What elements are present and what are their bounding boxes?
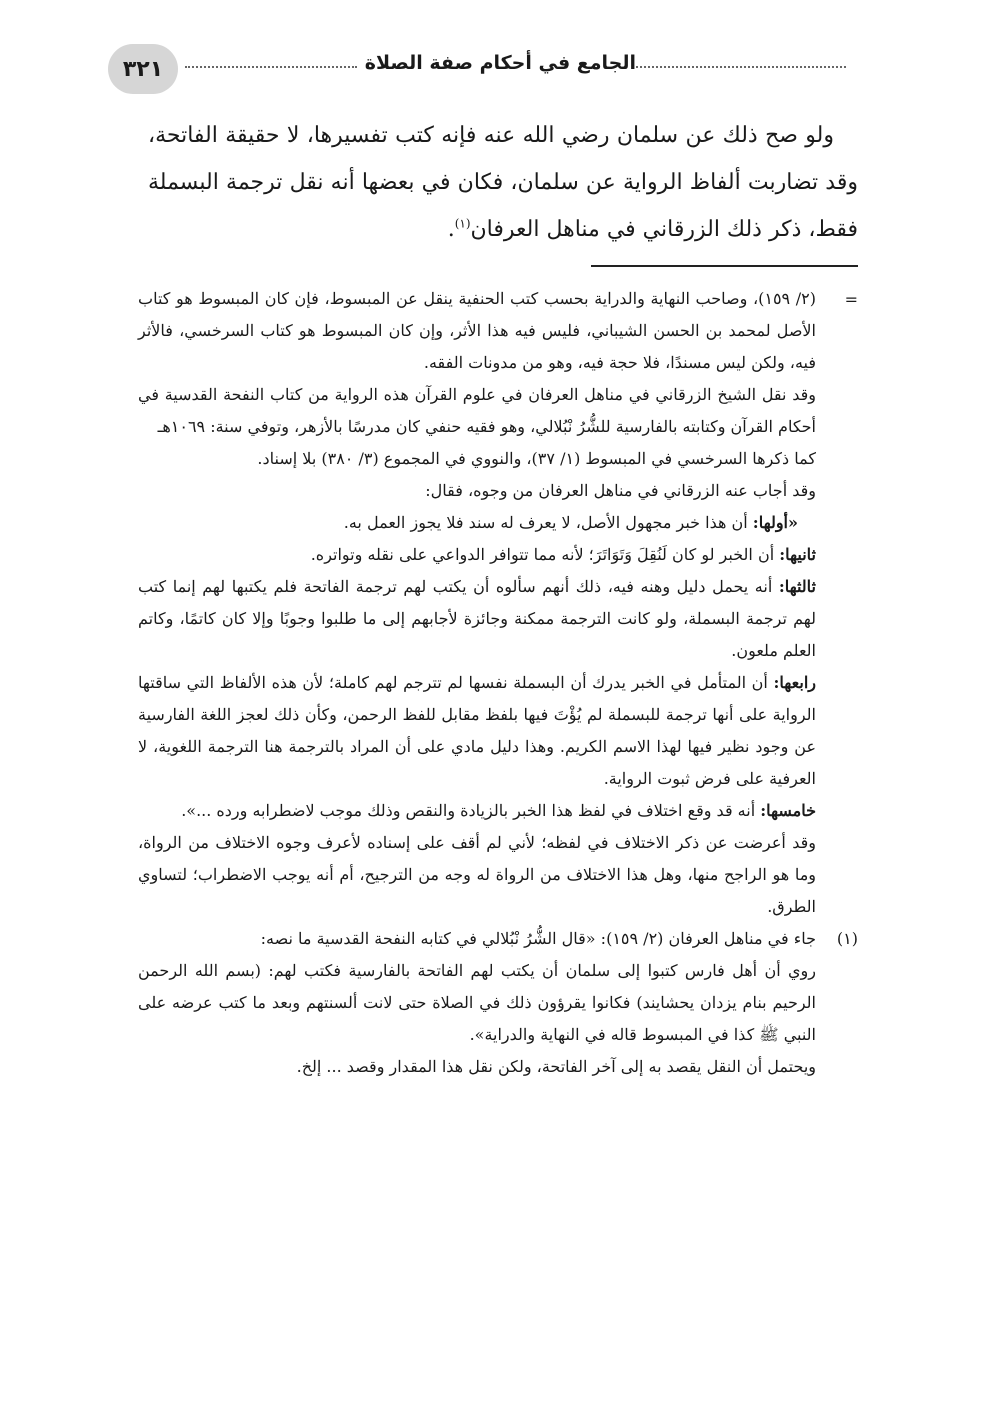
footnote-line: وقد أجاب عنه الزرقاني في مناهل العرفان من وجوه، فقال: (425, 481, 816, 500)
point-2 (138, 539, 858, 571)
point-label: ثالثها: (778, 577, 816, 596)
footnote-number: (١) (836, 929, 858, 948)
footnotes (138, 283, 858, 1083)
point-5 (138, 795, 858, 827)
point-label: ثانيها: (779, 545, 816, 564)
footnote-1-last: ويحتمل أن النقل يقصد به إلى آخر الفاتحة، ولكن نقل هذا المقدار وقصد ... إلخ. (296, 1057, 816, 1076)
point-text: أنه يحمل دليل وهنه فيه، ذلك أنهم سألوه أن يكتب لهم ترجمة الفاتحة فلم يكتبها لهم إنما كتب لهم ترجمة البسملة، ولو كانت الترجمة ممكنة وجائزة لأجابهم إلى ما طلبوا وجوبًا وإلا كان كاتمًا، وكاتم العلم ملعون. (138, 577, 816, 660)
main-paragraph: ولو صح ذلك عن سلمان رضي الله عنه فإنه كتب تفسيرها، لا حقيقة الفاتحة، وقد تضاربت ألفاظ الرواية عن سلمان، فكان في بعضها أنه نقل ترجمة البسملة فقط، ذكر ذلك الزرقاني في مناهل العرفان (148, 123, 858, 242)
footnote-separator (591, 265, 858, 267)
point-3 (138, 571, 858, 667)
page-number: ٣٢١ (108, 44, 178, 94)
point-label: رابعها: (773, 673, 816, 692)
running-head (173, 52, 854, 74)
footnote-1-intro: جاء في مناهل العرفان (٢/ ١٥٩): «قال الشُّرُ نْبُلالي في كتابه النفحة القدسية ما نصه: (260, 929, 816, 948)
continuation-mark: = (844, 290, 858, 309)
point-text: أن هذا خبر مجهول الأصل، لا يعرف له سند فلا يجوز العمل به. (343, 513, 753, 532)
footnote-ref: (١) (454, 216, 471, 231)
point-text: أنه قد وقع اختلاف في لفظ هذا الخبر بالزيادة والنقص وذلك موجب لاضطرابه ورده ...». (181, 801, 761, 820)
point-label: خامسها: (760, 801, 816, 820)
footnote-1-body: روي أن أهل فارس كتبوا إلى سلمان أن يكتب لهم الفاتحة بالفارسية فكتب لهم: (بسم الله الرحمن الرحيم بنام يزدان يحشايند) فكانوا يقرؤون ذلك في الصلاة حتى لانت ألسنتهم وبعد ما كتب عرضه على النبي ﷺ كذا في المبسوط قاله في النهاية والدراية». (138, 961, 816, 1044)
running-head-title: الجامع في أحكام صفة الصلاة (364, 52, 636, 74)
footnote-1 (138, 923, 858, 955)
footnote-closing: وقد أعرضت عن ذكر الاختلاف في لفظه؛ لأني لم أقف على إسناده لأعرف وجوه الاختلاف من الرواة، وما هو الراجح منها، وهل هذا الاختلاف من الرواة له وجه من الترجيح، أم أنه يوجب الاضطراب؛ لتساوي الطرق. (138, 833, 817, 916)
main-text (148, 112, 858, 253)
footnote-line: كما ذكرها السرخسي في المبسوط (١/ ٣٧)، والنووي في المجموع (٣/ ٣٨٠) بلا إسناد. (257, 449, 816, 468)
dotted-leader-left (185, 66, 357, 68)
point-text: أن الخبر لو كان لَنُقِلَ وَتَوَاتَرَ؛ لأنه مما تتوافر الدواعي على نقله وتواتره. (310, 545, 780, 564)
point-label: «أولها: (752, 513, 798, 532)
point-1 (138, 507, 858, 539)
footnote-line: وقد نقل الشيخ الزرقاني في مناهل العرفان في علوم القرآن هذه الرواية من كتاب النفحة القدسية في أحكام القرآن وكتابته بالفارسية للشُّرُ نْبُلالي، وهو فقيه حنفي كان مدرسًا بالأزهر، وتوفي سنة: ١٠٦٩هـ (138, 385, 816, 436)
point-4 (138, 667, 858, 795)
footnote-continued: (٢/ ١٥٩)، وصاحب النهاية والدراية بحسب كتب الحنفية ينقل عن المبسوط، فإن كان المبسوط هو كتاب الأصل لمحمد بن الحسن الشيباني، فليس فيه هذا الأثر، وإن كان المبسوط هو كتاب السرخسي، فالأثر فيه، ولكن ليس مسندًا، فلا حجة فيه، وهو من مدونات الفقه. (138, 289, 816, 372)
dotted-leader-right (636, 66, 846, 68)
main-paragraph-end: . (447, 217, 455, 242)
point-text: أن المتأمل في الخبر يدرك أن البسملة نفسها لم تترجم لهم كاملة؛ لأن هذه الألفاظ التي ساقتها الرواية على أنها ترجمة للبسملة لم يُؤْتَ فيها بلفظ مقابل للفظ الرحمن، وكأن ذلك لعجز اللغة الفارسية عن وجود نظير فيها لهذا الاسم الكريم. وهذا دليل مادي على أن المراد بالترجمة هنا الترجمة اللغوية، لا العرفية على فرض ثبوت الرواية. (138, 673, 816, 788)
